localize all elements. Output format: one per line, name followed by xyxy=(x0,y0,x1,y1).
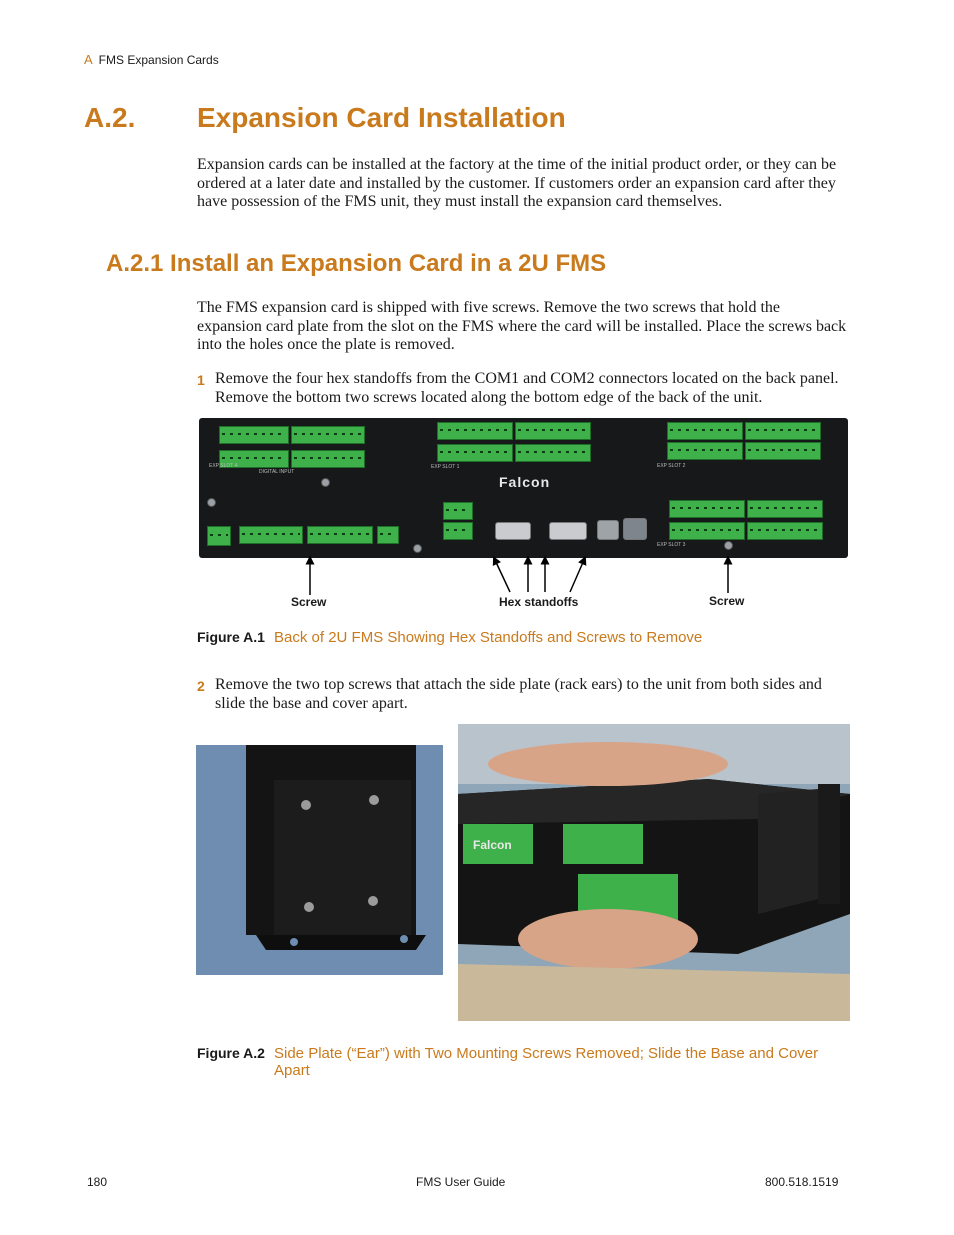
callout-hex-standoffs: Hex standoffs xyxy=(499,595,579,609)
callout-screw-left: Screw xyxy=(291,595,327,609)
subsection-title: A.2.1 Install an Expansion Card in a 2U FMS xyxy=(106,250,607,277)
section-number: A.2. xyxy=(84,102,136,133)
figure-a2-caption xyxy=(197,1045,844,1079)
figure-a2-caption-text: Side Plate (“Ear”) with Two Mounting Screws Removed; Slide the Base and Cover Apart xyxy=(274,1045,819,1079)
subsection-paragraph: The FMS expansion card is shipped with five screws. Remove the two screws that hold the expansion card plate from the slot on the FMS where the card will be installed. Place the screws back into the holes once the plate is removed. xyxy=(197,299,847,353)
figure-a2-label: Figure A.2 xyxy=(197,1045,265,1061)
panel-brand-logo: Falcon xyxy=(499,474,551,490)
photo-brand-logo: Falcon xyxy=(473,838,512,852)
standoff-arrow-4 xyxy=(570,560,584,592)
standoff-arrow-1 xyxy=(495,560,510,592)
slide-apart-illustration xyxy=(458,724,850,1021)
step-text: Remove the two top screws that attach the side plate (rack ears) to the unit from both sides and slide the base and cover apart. xyxy=(215,676,822,712)
step-number: 1 xyxy=(197,372,205,388)
appendix-letter: A xyxy=(84,52,93,67)
figure-a1-caption xyxy=(197,629,844,646)
callout-arrows xyxy=(280,555,610,600)
figure-a1-caption-text: Back of 2U FMS Showing Hex Standoffs and Screws to Remove xyxy=(274,629,703,646)
footer-title: FMS User Guide xyxy=(416,1175,506,1189)
footer-phone: 800.518.1519 xyxy=(765,1175,839,1189)
callout-screw-right: Screw xyxy=(709,594,745,608)
section-title: Expansion Card Installation xyxy=(197,102,566,133)
side-plate-photo xyxy=(196,745,443,975)
slide-apart-photo xyxy=(458,724,850,1021)
figure-a1-label: Figure A.1 xyxy=(197,629,265,645)
page-number: 180 xyxy=(87,1175,108,1189)
intro-paragraph: Expansion cards can be installed at the factory at the time of the initial product order, or they can be ordered at a later date and installed by the customer. If customers order an expansion card after they have possession of the FMS unit, they must install the expansion card themselves. xyxy=(197,156,837,210)
running-header xyxy=(84,52,219,67)
side-plate-illustration xyxy=(196,745,443,975)
step-number: 2 xyxy=(197,678,205,694)
header-section-title: FMS Expansion Cards xyxy=(98,53,219,67)
back-panel-photo: DIGITAL INPUT EXP SLOT 4 EXP SLOT 1 EXP SLOT 2 EXP SLOT 3 Falcon xyxy=(199,418,848,558)
callout-arrow-right xyxy=(718,555,738,595)
step-text: Remove the four hex standoffs from the COM1 and COM2 connectors located on the back panel. Remove the bottom two screws located along the bottom edge of the back of the unit. xyxy=(215,370,839,406)
